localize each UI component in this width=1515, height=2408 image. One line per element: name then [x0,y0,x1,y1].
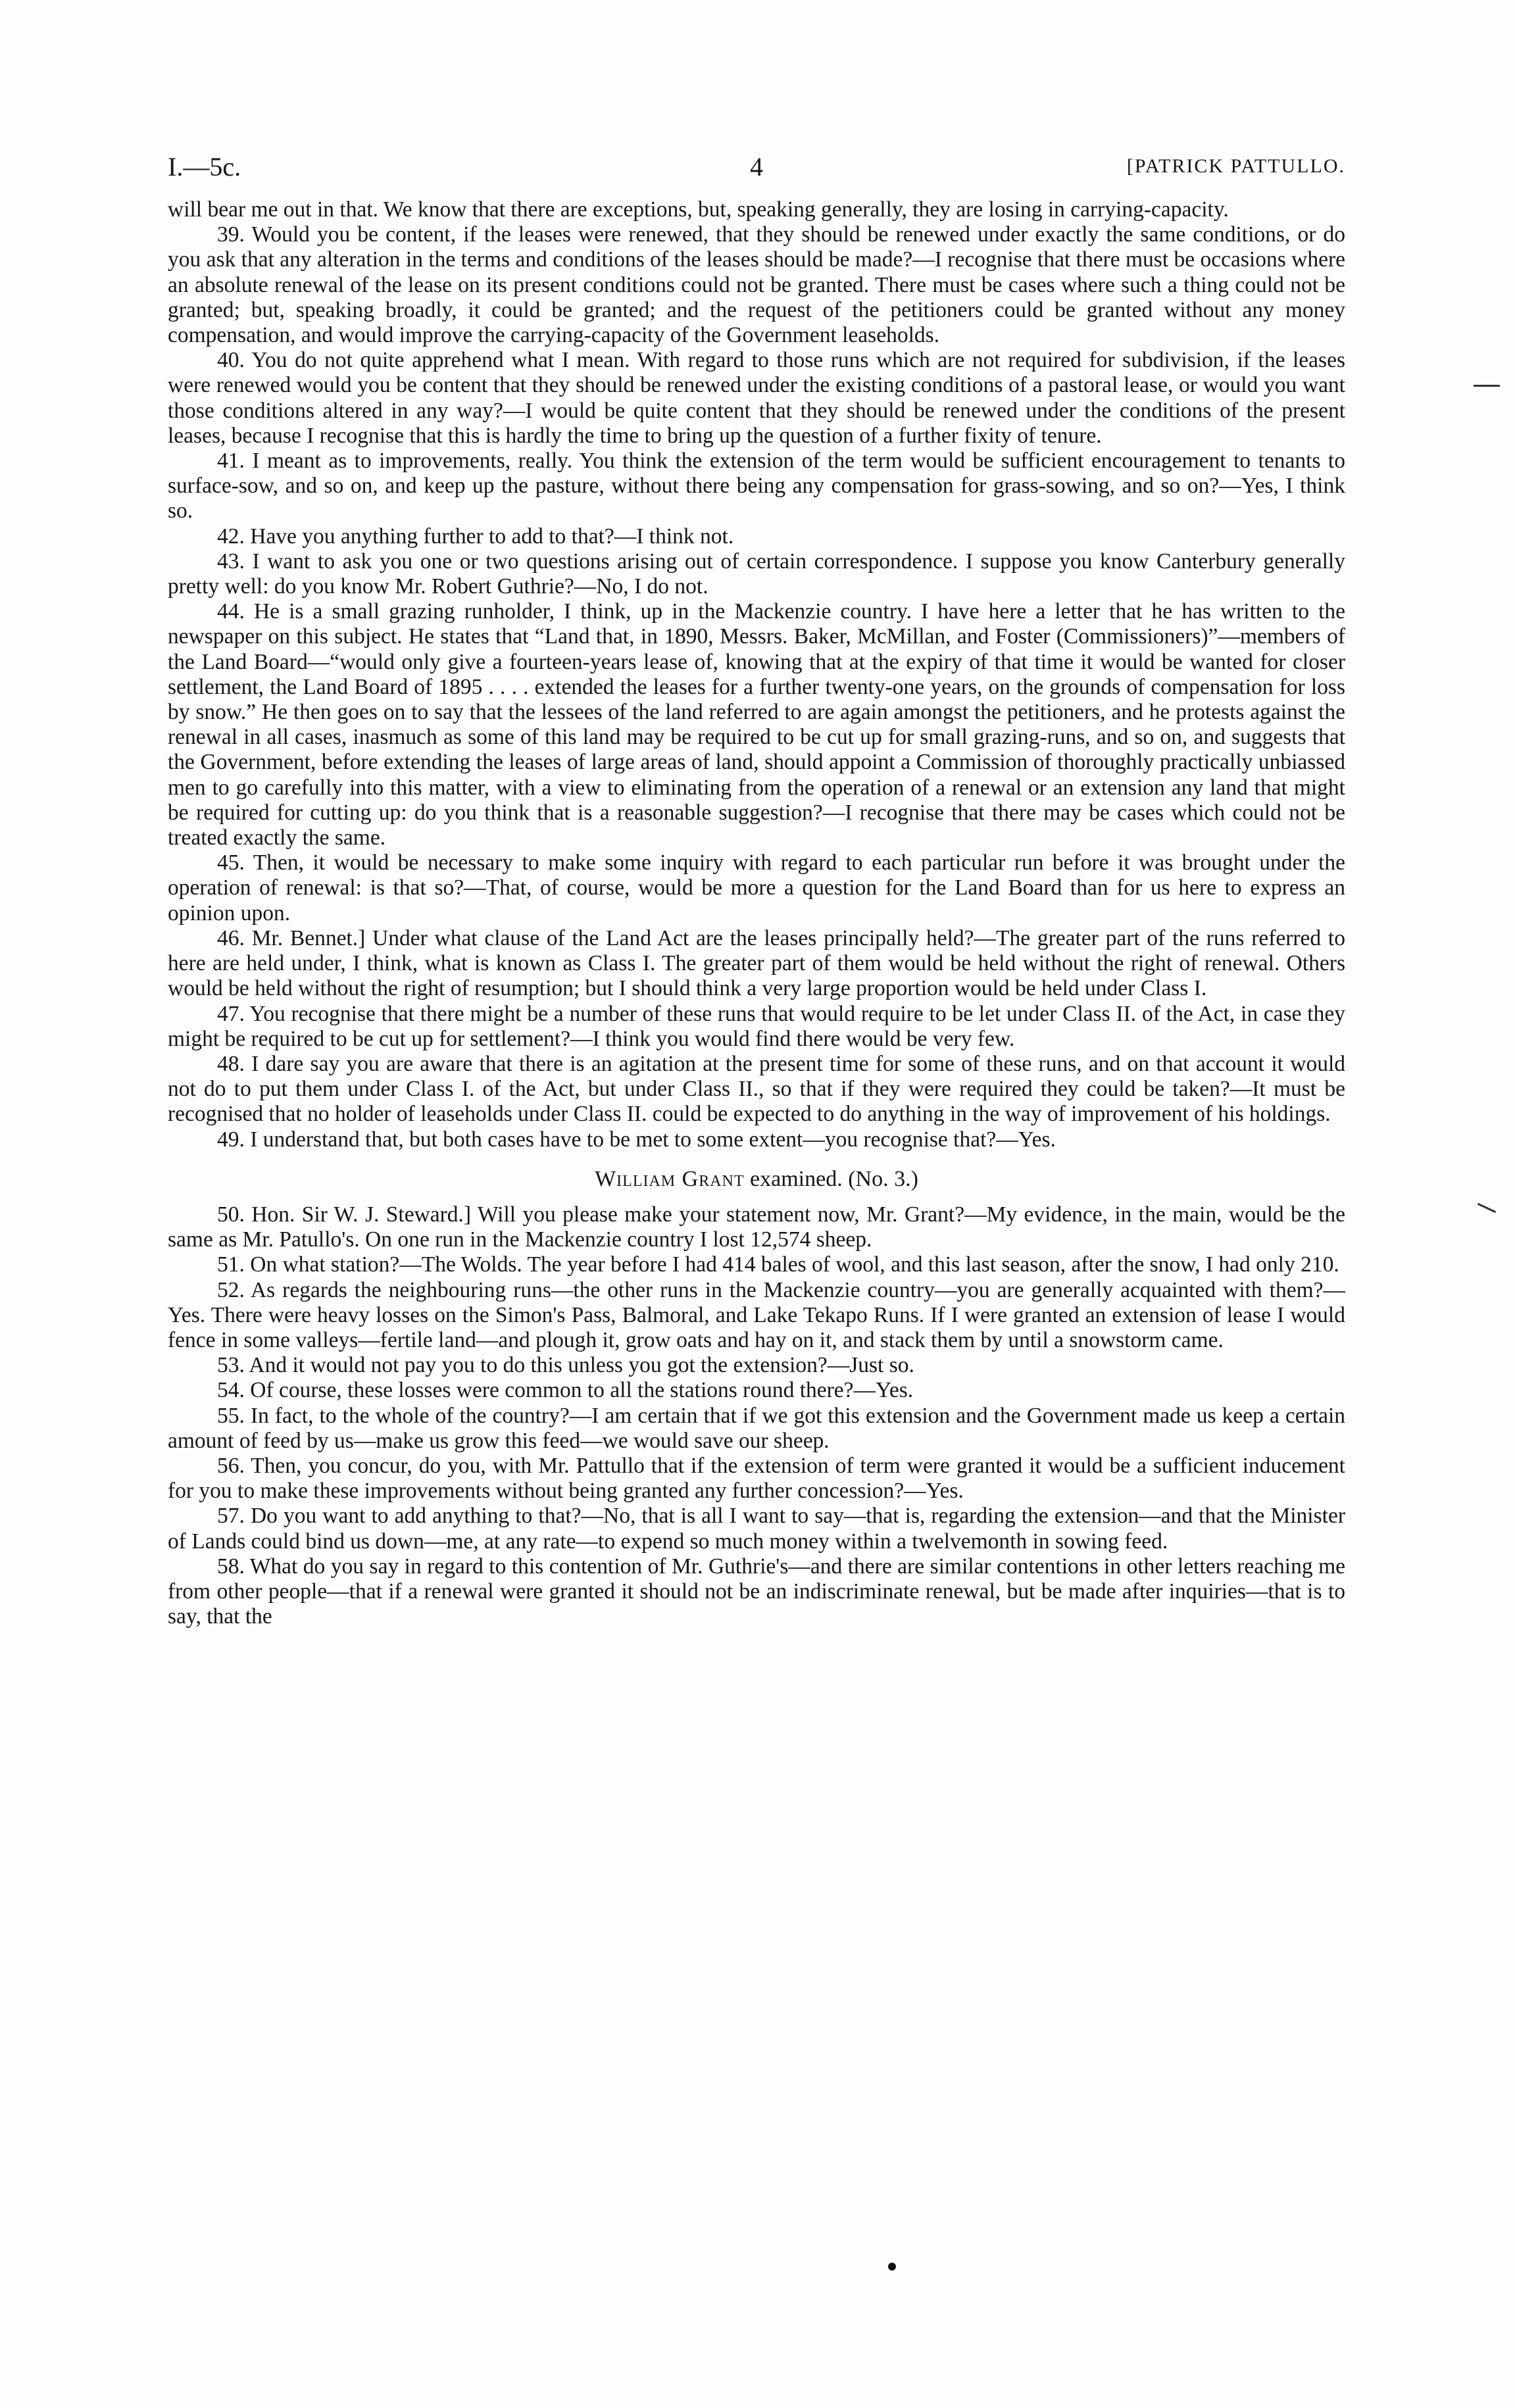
paragraph-q54: 54. Of course, these losses were common to all the stations round there?—Yes. [217,1378,914,1403]
paragraph-q40: 40. You do not quite apprehend what I mean. With regard to those runs which are not required for subdivision, if the leases were renewed would you be content that they should be renewed under the existing conditions of a pastoral lease, or would you want those conditions altered in any way?—I would be quite content that they should be renewed under the conditions of the present leases, because I recognise that this is hardly the time to bring up the question of a further fixity of tenure. [168,348,1345,448]
paragraph-q45: 45. Then, it would be necessary to make some inquiry with regard to each particular run before it was brought under the operation of renewal: is that so?—That, of course, would be more a question for the Land Board than for us here to express an opinion upon. [168,850,1345,925]
ink-speck [888,2263,896,2271]
paragraph-q39: 39. Would you be content, if the leases were renewed, that they should be renewed under exactly the same conditions, or do you ask that any alteration in the terms and conditions of the leases should be made?—I recognise that there must be occasions where an absolute renewal of the lease on its present conditions could not be granted. There must be cases where such a thing could not be granted; but, speaking broadly, it could be granted; and the request of the petitioners could be granted without any money compensation, and would improve the carrying-capacity of the Government leaseholds. [168,222,1345,348]
document-body [168,197,1345,1629]
page-number: 4 [750,152,763,182]
paragraph-q58: 58. What do you say in regard to this contention of Mr. Guthrie's—and there are similar contentions in other letters reaching me from other people—that if a renewal were granted it should not be an indiscriminate renewal, but be made after inquiries—that is to say, that the [168,1554,1345,1629]
paragraph-q55: 55. In fact, to the whole of the country?—I am certain that if we got this extension and the Government made us keep a certain amount of feed by us—make us grow this feed—we would save our sheep. [168,1403,1345,1453]
paragraph-q49: 49. I understand that, but both cases have to be met to some extent—you recognise that?—Yes. [217,1127,1056,1152]
margin-mark [1478,1203,1496,1213]
section-heading [168,1167,1345,1192]
margin-mark [1474,385,1500,387]
witness-name-header: [PATRICK PATTULLO. [1126,155,1345,177]
paragraph-q46: 46. Mr. Bennet.] Under what clause of the Land Act are the leases principally held?—The greater part of the runs referred to here are held under, I think, what is known as Class I. The greater part of them would be held without the right of renewal. Others would be held without the right of resumption; but I should think a very large proportion would be held under Class I. [168,925,1345,1001]
paragraph-q57: 57. Do you want to add anything to that?—No, that is all I want to say—that is, regarding the extension—and that the Minister of Lands could bind us down—me, at any rate—to expend so much money within a twelvemonth in sowing feed. [168,1504,1345,1554]
paragraph-q41: 41. I meant as to improvements, really. You think the extension of the term would be sufficient encouragement to tenants to surface-sow, and so on, and keep up the pasture, without there being any compensation for grass-sowing, and so on?—Yes, I think so. [168,449,1345,524]
page-header [168,151,1345,197]
paragraph-q47: 47. You recognise that there might be a number of these runs that would require to be let under Class II. of the Act, in case they might be required to be cut up for settlement?—I think you would find there would be very few. [168,1001,1345,1051]
paragraph-q48: 48. I dare say you are aware that there is an agitation at the present time for some of these runs, and on that account it would not do to put them under Class I. of the Act, but under Class II., so that if they were required they could be taken?—It must be recognised that no holder of leaseholds under Class II. could be expected to do anything in the way of improvement of his holdings. [168,1051,1345,1127]
paragraph-q52: 52. As regards the neighbouring runs—the other runs in the Mackenzie country—you are generally acquainted with them?—Yes. There were heavy losses on the Simon's Pass, Balmoral, and Lake Tekapo Runs. If I were granted an extension of lease I would fence in some valleys—fertile land—and plough it, grow oats and hay on it, and stack them by until a snowstorm came. [168,1277,1345,1352]
paragraph-q44: 44. He is a small grazing runholder, I think, up in the Mackenzie country. I have here a letter that he has written to the newspaper on this subject. He states that “Land that, in 1890, Messrs. Baker, McMillan, and Foster (Commissioners)”—members of the Land Board—“would only give a fourteen-years lease of, knowing that at the expiry of that time it would be wanted for closer settlement, the Land Board of 1895 . . . . extended the leases for a further twenty-one years, on the grounds of compensation for loss by snow.” He then goes on to say that the lessees of the land referred to are again amongst the petitioners, and he protests against the renewal in all cases, inasmuch as some of this land may be required to be cut up for small grazing-runs, and so on, and suggests that the Government, before extending the leases of large areas of land, should appoint a Commission of thoroughly practically unbiassed men to go carefully into this matter, with a view to eliminating from the operation of a renewal or an extension any land that might be required for cutting up: do you think that is a reasonable suggestion?—I recognise that there may be cases which could not be treated exactly the same. [168,599,1345,850]
paragraph-q56: 56. Then, you concur, do you, with Mr. Pattullo that if the extension of term were granted it would be a sufficient inducement for you to make these improvements without being granted any further concession?—Yes. [168,1453,1345,1504]
paragraph-q42: 42. Have you anything further to add to that?—I think not. [217,524,734,549]
paragraph-q51: 51. On what station?—The Wolds. The year before I had 414 bales of wool, and this last season, after the snow, I had only 210. [217,1252,1339,1277]
paragraph-q53: 53. And it would not pay you to do this unless you got the extension?—Just so. [217,1353,914,1378]
paragraph-continuation: will bear me out in that. We know that there are exceptions, but, speaking generally, they are losing in carrying-capacity. [168,197,1229,222]
witness-name: William Grant [595,1166,745,1191]
paragraph-q50: 50. Hon. Sir W. J. Steward.] Will you please make your statement now, Mr. Grant?—My evidence, in the main, would be the same as Mr. Patullo's. On one run in the Mackenzie country I lost 12,574 sheep. [168,1202,1345,1252]
paragraph-q43: 43. I want to ask you one or two questions arising out of certain correspondence. I suppose you know Canterbury generally pretty well: do you know Mr. Robert Guthrie?—No, I do not. [168,549,1345,599]
document-page [168,151,1345,1629]
paper-reference: I.—5c. [168,152,241,182]
examined-label: examined. (No. 3.) [744,1166,918,1191]
